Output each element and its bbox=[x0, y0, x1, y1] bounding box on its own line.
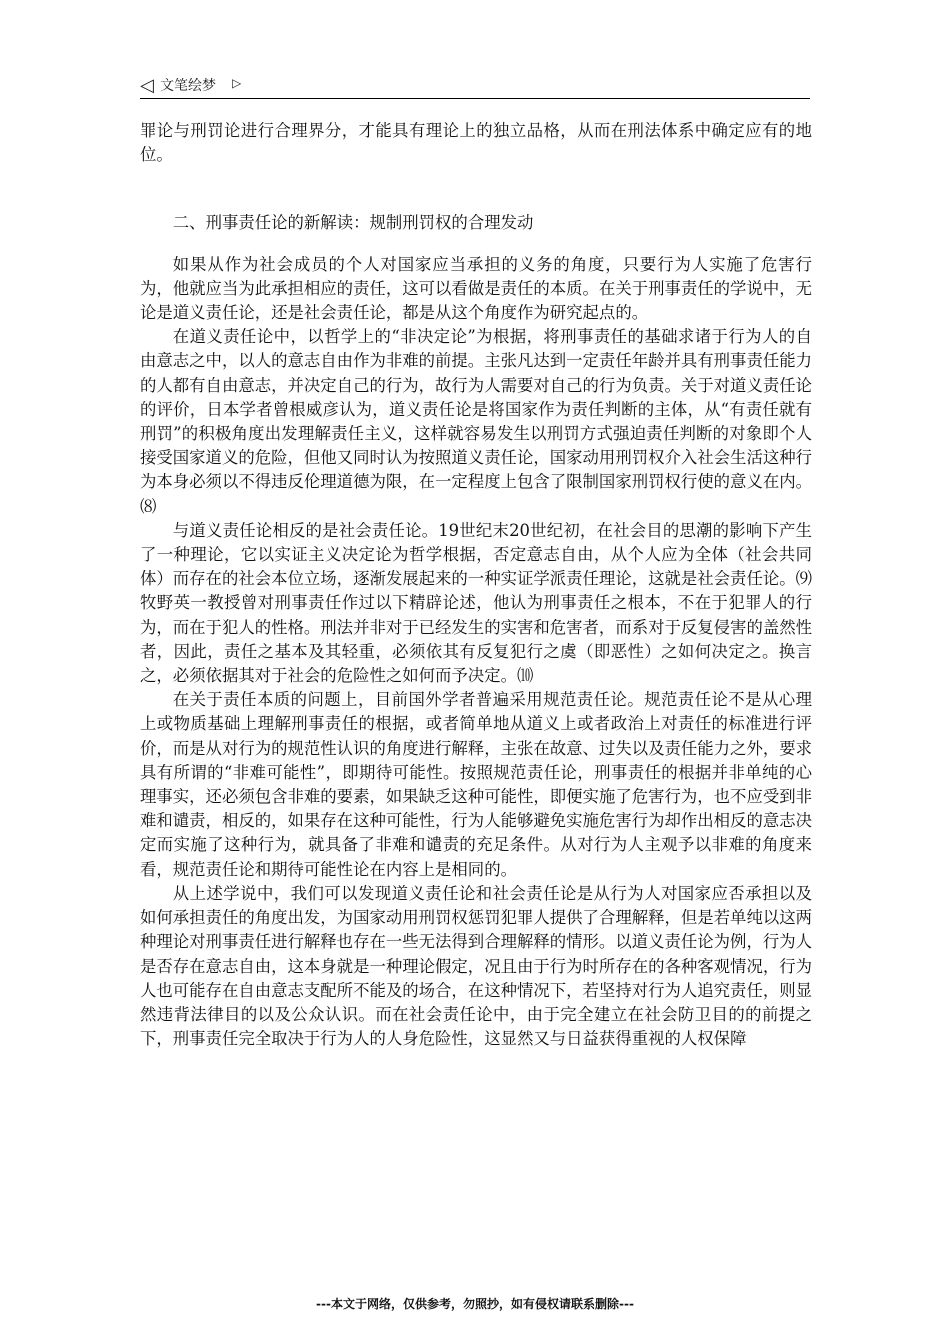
paragraph-summary: 从上述学说中，我们可以发现道义责任论和社会责任论是从行为人对国家应否承担以及如何承担责任的角度出发，为国家动用刑罚权惩罚犯罪人提供了合理解释，但是若单纯以这两种理论对刑事责任进行解释也存在一些无法得到合理解释的情形。以道义责任论为例，行为人是否存在意志自由，这本身就是一种理论假定，况且由于行为时所存在的各种客观情况，行为人也可能存在自由意志支配所不能及的场合，在这种情况下，若坚持对行为人追究责任，则显然违背法律目的以及公众认识。而在社会责任论中，由于完全建立在社会防卫目的的前提之下，刑事责任完全取决于行为人的人身危险性，这显然又与日益获得重视的人权保障 bbox=[140, 883, 813, 1049]
paragraph-moral-responsibility: 在道义责任论中，以哲学上的“非决定论”为根据，将刑事责任的基础求诸于行为人的自由意志之中，以人的意志自由作为非难的前提。主张凡达到一定责任年龄并具有刑事责任能力的人都有自由意志，并决定自己的行为，故行为人需要对自己的行为负责。关于对道义责任论的评价，日本学者曾根威彦认为，道义责任论是将国家作为责任判断的主体，从“有责任就有刑罚”的积极角度出发理解责任主义，这样就容易发生以刑罚方式强迫责任判断的对象即个人接受国家道义的危险，但他又同时认为按照道义责任论，国家动用刑罚权介入社会生活这种行为本身必须以不得违反伦理道德为限，在一定程度上包含了限制国家刑罚权行使的意义在内。⑻ bbox=[140, 327, 813, 516]
section-heading: 二、刑事责任论的新解读：规制刑罚权的合理发动 bbox=[172, 213, 534, 233]
paragraph-normative-responsibility: 在关于责任本质的问题上，目前国外学者普遍采用规范责任论。规范责任论不是从心理上或物质基础上理解刑事责任的根据，或者简单地从道义上或者政治上对责任的标准进行评价，而是从对行为的规范性认识的角度进行解释，主张在故意、过失以及责任能力之外，要求具有所谓的“非难可能性”，即期待可能性。按照规范责任论，刑事责任的根据并非单纯的心理事实，还必须包含非难的要素，如果缺乏这种可能性，即便实施了危害行为，也不应受到非难和谴责，相反的，如果存在这种可能性，行为人能够避免实施危害行为却作出相反的意志决定而实施了这种行为，就具备了非难和谴责的充足条件。从对行为人主观予以非难的角度来看，规范责任论和期待可能性论在内容上是相同的。 bbox=[140, 690, 813, 879]
left-triangle-icon: ◁ bbox=[140, 75, 154, 96]
body-text bbox=[140, 119, 812, 1051]
right-triangle-icon: ▷ bbox=[232, 76, 242, 90]
paragraph-essence-of-responsibility: 如果从作为社会成员的个人对国家应当承担的义务的角度，只要行为人实施了危害行为，他就应当为此承担相应的责任，这可以看做是责任的本质。在关于刑事责任的学说中，无论是道义责任论，还是社会责任论，都是从这个角度作为研究起点的。 bbox=[140, 254, 813, 323]
page-footer-disclaimer: ---本文于网络，仅供参考，勿照抄，如有侵权请联系删除--- bbox=[316, 1297, 634, 1311]
header-title: 文笔绘梦 bbox=[160, 78, 216, 94]
paragraph-continuation: 罪论与刑罚论进行合理界分，才能具有理论上的独立品格，从而在刑法体系中确定应有的地位。 bbox=[140, 121, 812, 165]
header-divider bbox=[140, 98, 810, 99]
page-header bbox=[140, 75, 810, 99]
paragraph-social-responsibility: 与道义责任论相反的是社会责任论。19世纪末20世纪初，在社会目的思潮的影响下产生了一种理论，它以实证主义决定论为哲学根据，否定意志自由，从个人应为全体（社会共同体）而存在的社会本位立场，逐渐发展起来的一种实证学派责任理论，这就是社会责任论。⑼牧野英一教授曾对刑事责任作过以下精辟论述，他认为刑事责任之根本，不在于犯罪人的行为，而在于犯人的性格。刑法并非对于已经发生的实害和危害者，而系对于反复侵害的盖然性者，因此，责任之基本及其轻重，必须依其有反复犯行之虞（即恶性）之如何决定之。换言之，必须依据其对于社会的危险性之如何而予决定。⑽ bbox=[140, 520, 813, 686]
